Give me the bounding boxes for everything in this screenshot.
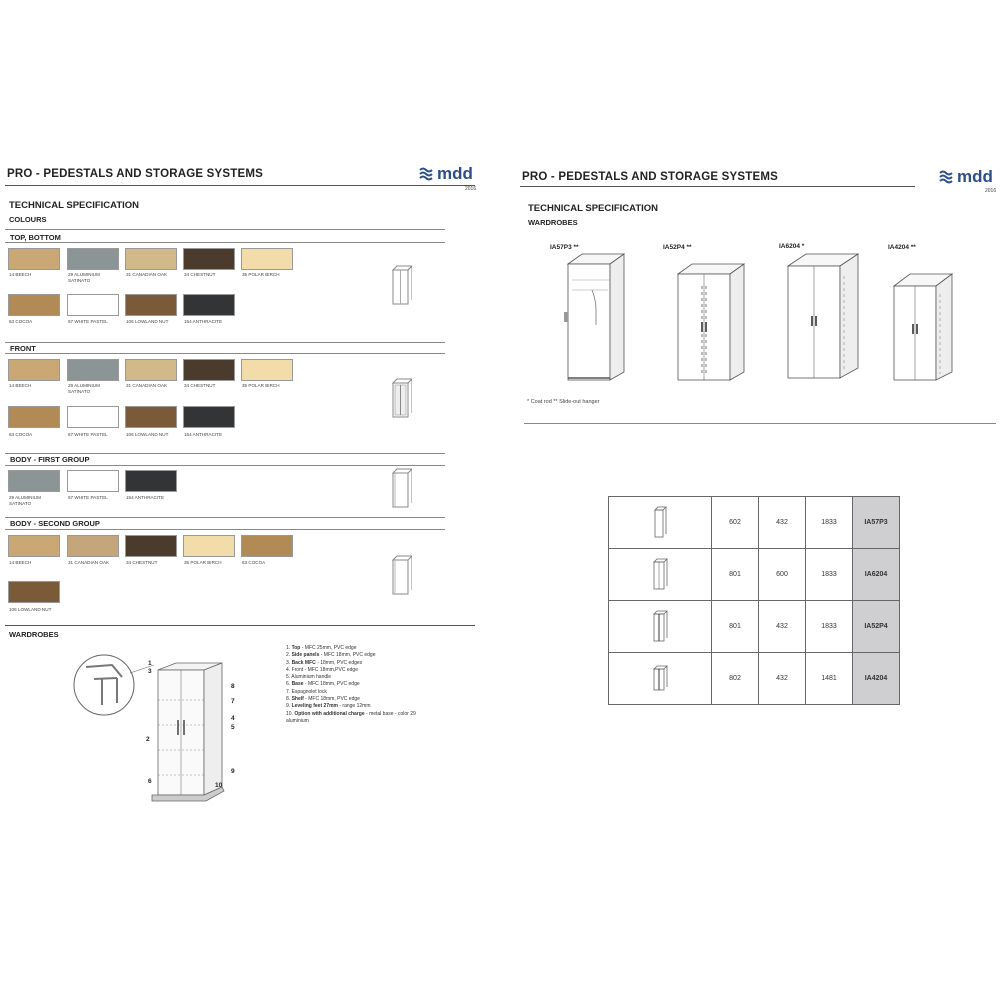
swatch-label: 63 COCOA [9, 432, 33, 437]
swatch-label: 154 ANTHRACITE [184, 319, 223, 324]
group-front-heading: FRONT [10, 344, 36, 353]
swatch [125, 248, 177, 270]
swatch-label: 31 CANADIAN OAK [126, 272, 168, 277]
table-cell-height: 1833 [806, 497, 853, 549]
group-top-bottom-heading: TOP, BOTTOM [10, 233, 61, 242]
swatch [125, 294, 177, 316]
left-logo-text: mdd [437, 164, 473, 183]
swatch-label: 34 CHESTNUT [184, 383, 216, 388]
swatch [125, 470, 177, 492]
callout-number: 3 [148, 668, 152, 675]
swatch-label: 29 ALUMINIUM SATINATO [68, 272, 100, 283]
swatch-label: 35 POLAR BIRCH [184, 560, 222, 565]
table-cell-icon [609, 601, 712, 653]
swatch-label: 106 LOWLAND NUT [126, 432, 169, 437]
swatch-label: 29 ALUMINIUM SATINATO [68, 383, 100, 394]
group-body-first-heading: BODY - FIRST GROUP [10, 455, 90, 464]
right-footnote-rule [524, 423, 996, 424]
callout-number: 7 [231, 698, 235, 705]
table-cell-width: 602 [712, 497, 759, 549]
table-cell-icon [609, 497, 712, 549]
right-mdd-logo [938, 167, 993, 187]
wardrobe-icon [653, 505, 667, 539]
table-cell-icon [609, 653, 712, 705]
table-cell-model: IA52P4 [853, 601, 900, 653]
wardrobe-drawing-IA57P3 [562, 250, 632, 385]
callout-number: 4 [231, 715, 235, 722]
swatch-label: 35 POLAR BIRCH [242, 272, 280, 277]
wardrobe-icon [652, 557, 668, 591]
mdd-logo-icon [938, 169, 954, 185]
group-body-second-heading: BODY - SECOND GROUP [10, 519, 100, 528]
legend-item: 10. Option with additional charge - metal base - color 29 aluminium [286, 710, 416, 724]
wardrobe-drawing-IA52P4 [672, 250, 752, 385]
left-title-rule [5, 185, 475, 186]
group-rule [5, 517, 445, 518]
table-cell-model: IA57P3 [853, 497, 900, 549]
right-title-rule [520, 186, 915, 187]
table-cell-icon [609, 549, 712, 601]
wardrobe-thumbnail-icon [390, 264, 412, 306]
swatch-label: 34 CHESTNUT [184, 272, 216, 277]
table-cell-height: 1481 [806, 653, 853, 705]
group-rule [5, 353, 445, 354]
legend-item: 7. Espagnolet lock [286, 688, 327, 695]
swatch [8, 294, 60, 316]
table-cell-depth: 432 [759, 497, 806, 549]
swatch [67, 359, 119, 381]
model-label-IA4204: IA4204 ** [888, 244, 916, 251]
table-cell-width: 801 [712, 549, 759, 601]
callout-number: 6 [148, 778, 152, 785]
model-label-IA57P3: IA57P3 ** [550, 244, 579, 251]
table-row [609, 549, 900, 601]
table-cell-depth: 432 [759, 653, 806, 705]
legend-item: 2. Side panels - MFC 18mm, PVC edge [286, 652, 376, 659]
colours-heading: COLOURS [9, 215, 47, 224]
legend-item: 3. Back MFC - 18mm, PVC edges [286, 659, 363, 666]
legend-item: 6. Base - MFC 18mm, PVC edge [286, 681, 360, 688]
dimensions-table [608, 496, 900, 705]
swatch [8, 581, 60, 603]
legend-item: 4. Front - MFC 18mm,PVC edge [286, 666, 358, 673]
table-row [609, 653, 900, 705]
left-year: 2016 [465, 186, 477, 192]
legend-item: 9. Leveling feet 27mm - range 12mm [286, 703, 371, 710]
swatch [8, 470, 60, 492]
swatch-label: 14 BEECH [9, 383, 32, 388]
table-cell-model: IA6204 [853, 549, 900, 601]
table-cell-height: 1833 [806, 601, 853, 653]
swatch [8, 535, 60, 557]
right-wardrobes-heading: WARDROBES [528, 218, 578, 227]
swatch-label: 34 CHESTNUT [126, 560, 158, 565]
group-rule [5, 342, 445, 343]
swatch [67, 470, 119, 492]
swatch [67, 248, 119, 270]
swatch-label: 67 WHITE PASTEL [68, 432, 108, 437]
table-cell-depth: 432 [759, 601, 806, 653]
swatch [125, 359, 177, 381]
mdd-logo-icon [418, 166, 434, 182]
left-tech-spec: TECHNICAL SPECIFICATION [9, 200, 140, 211]
group-rule [5, 453, 445, 454]
swatch [67, 406, 119, 428]
swatch [125, 406, 177, 428]
callout-number: 1 [148, 660, 152, 667]
swatch [183, 359, 235, 381]
right-logo-text: mdd [957, 167, 993, 186]
group-rule [5, 529, 445, 530]
swatch-label: 63 COCOA [9, 319, 33, 324]
swatch-label: 14 BEECH [9, 560, 32, 565]
swatch-label: 31 CANADIAN OAK [126, 383, 168, 388]
swatch [8, 248, 60, 270]
table-cell-width: 801 [712, 601, 759, 653]
table-row [609, 497, 900, 549]
swatch-label: 154 ANTHRACITE [184, 432, 223, 437]
wardrobe-thumbnail-icon [390, 377, 412, 419]
swatch-label: 106 LOWLAND NUT [126, 319, 169, 324]
wardrobes-rule [5, 625, 475, 626]
legend-item: 8. Shelf - MFC 18mm, PVC edge [286, 696, 360, 703]
swatch-label: 29 ALUMINIUM SATINATO [9, 495, 41, 506]
right-page-title: PRO - PEDESTALS AND STORAGE SYSTEMS [522, 171, 778, 183]
wardrobe-drawing-IA6204 [782, 246, 862, 386]
parts-legend [286, 645, 426, 725]
table-cell-height: 1833 [806, 549, 853, 601]
right-tech-spec: TECHNICAL SPECIFICATION [528, 203, 659, 214]
model-label-IA52P4: IA52P4 ** [663, 244, 692, 251]
table-cell-width: 802 [712, 653, 759, 705]
swatch [8, 359, 60, 381]
group-rule [5, 242, 445, 243]
swatch-label: 63 COCOA [242, 560, 266, 565]
right-year: 2016 [985, 188, 997, 194]
swatch [183, 294, 235, 316]
callout-number: 2 [146, 736, 150, 743]
swatch-label: 67 WHITE PASTEL [68, 319, 108, 324]
swatch [8, 406, 60, 428]
swatch [67, 535, 119, 557]
wardrobe-thumbnail-icon [390, 467, 412, 509]
swatch-label: 31 CANADIAN OAK [68, 560, 110, 565]
legend-item: 5. Aluminium handle [286, 674, 332, 681]
swatch-label: 154 ANTHRACITE [126, 495, 165, 500]
left-page-title: PRO - PEDESTALS AND STORAGE SYSTEMS [7, 168, 263, 180]
swatch-label: 35 POLAR BIRCH [242, 383, 280, 388]
swatch [67, 294, 119, 316]
swatch [125, 535, 177, 557]
wardrobe-footnote: * Coat rod ** Slide-out hanger [527, 399, 600, 405]
swatch [241, 248, 293, 270]
callout-number: 5 [231, 724, 235, 731]
swatch [241, 535, 293, 557]
table-cell-model: IA4204 [853, 653, 900, 705]
model-label-IA6204: IA6204 * [779, 243, 805, 250]
colours-rule [5, 229, 445, 230]
swatch [241, 359, 293, 381]
wardrobe-icon [652, 609, 668, 643]
swatch [183, 248, 235, 270]
wardrobe-thumbnail-icon [390, 554, 412, 596]
callout-number: 10 [215, 782, 223, 789]
left-mdd-logo [418, 164, 473, 184]
table-cell-depth: 600 [759, 549, 806, 601]
swatch-label: 14 BEECH [9, 272, 32, 277]
swatch [183, 535, 235, 557]
wardrobe-icon [652, 664, 668, 692]
wardrobe-exploded-diagram [72, 645, 252, 810]
left-wardrobes-heading: WARDROBES [9, 630, 59, 639]
wardrobe-drawing-IA4204 [890, 266, 956, 386]
callout-number: 9 [231, 768, 235, 775]
swatch-label: 67 WHITE PASTEL [68, 495, 108, 500]
legend-item: 1. Top - MFC 25mm, PVC edge [286, 645, 357, 651]
swatch [183, 406, 235, 428]
swatch-label: 106 LOWLAND NUT [9, 607, 52, 612]
group-rule [5, 465, 445, 466]
table-row [609, 601, 900, 653]
callout-number: 8 [231, 683, 235, 690]
